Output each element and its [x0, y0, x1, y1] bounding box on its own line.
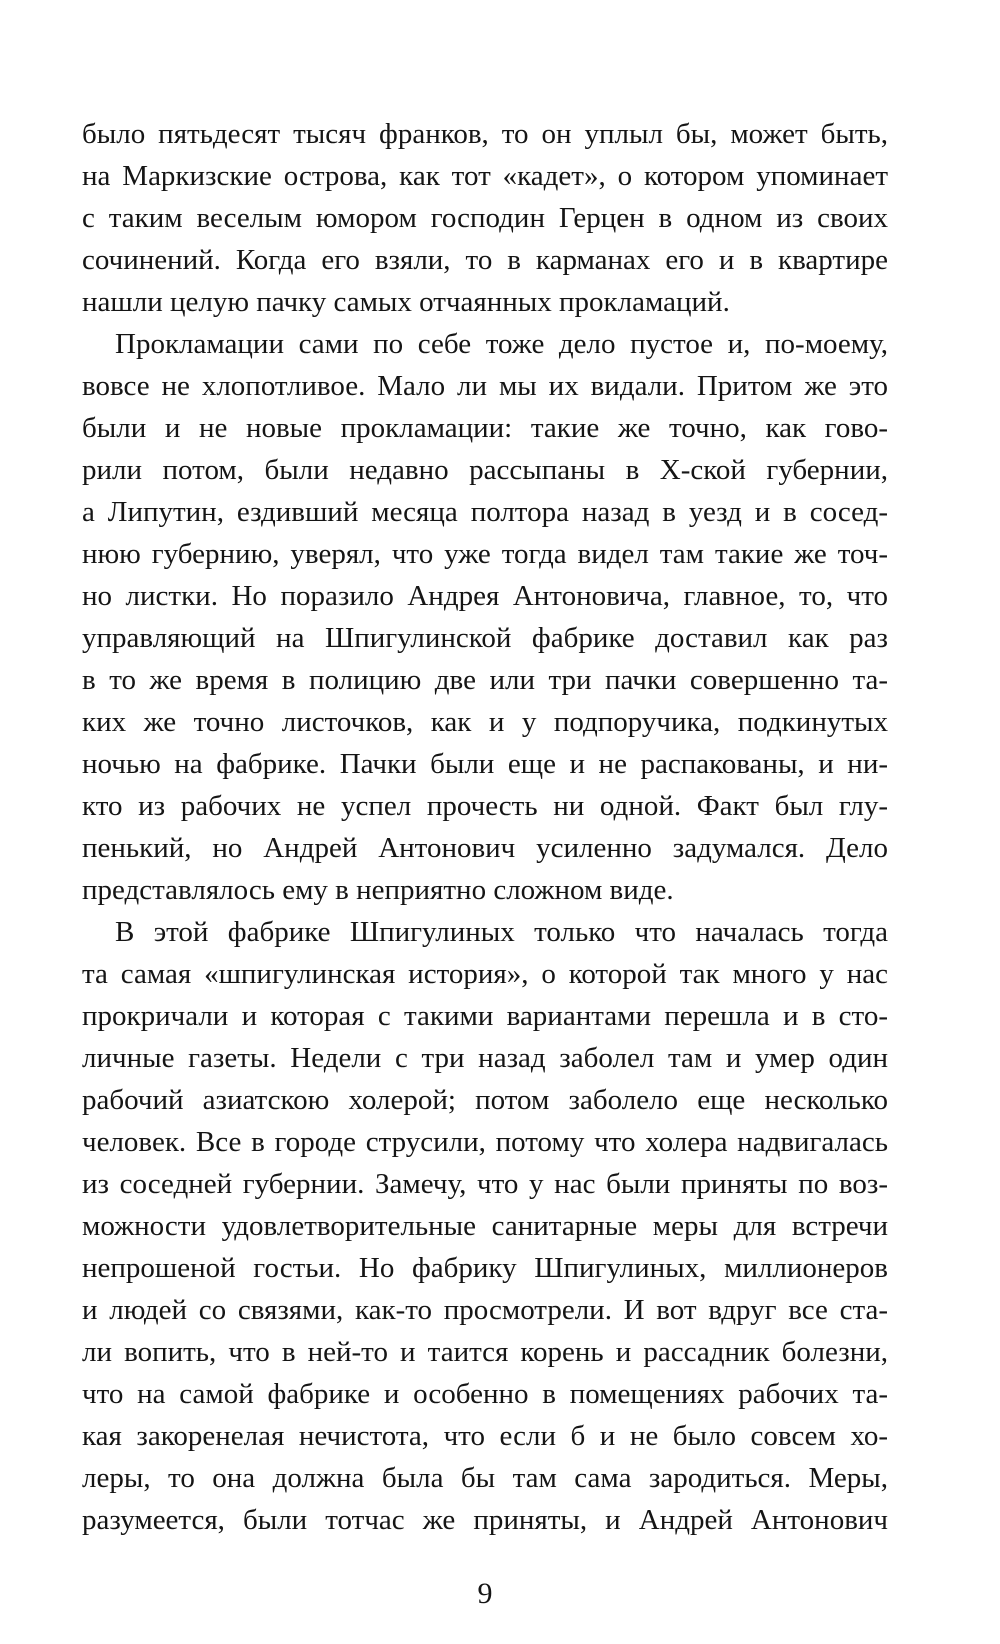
text-line: человек. Все в городе струсили, потому что холера надвигалась	[82, 1126, 888, 1158]
text-line: В этой фабрике Шпигулиных только что началась тогда	[115, 916, 888, 948]
text-line: с таким веселым юмором господин Герцен в одном из своих	[82, 202, 888, 234]
text-line: пенький, но Андрей Антонович усиленно задумался. Дело	[82, 832, 888, 864]
text-line: вовсе не хлопотливое. Мало ли мы их видали. Притом же это	[82, 370, 888, 402]
text-line: нашли целую пачку самых отчаянных прокламаций.	[82, 286, 730, 318]
text-line: рили потом, были недавно рассыпаны в Х-ской губернии,	[82, 454, 888, 486]
text-line: были и не новые прокламации: такие же точно, как гово-	[82, 412, 888, 444]
text-line: в то же время в полицию две или три пачки совершенно та-	[82, 664, 888, 696]
text-line: ких же точно листочков, как и у подпоручика, подкинутых	[82, 706, 888, 738]
text-line: личные газеты. Недели с три назад заболел там и умер один	[82, 1042, 888, 1074]
text-line: ночью на фабрике. Пачки были еще и не распакованы, и ни-	[82, 748, 888, 780]
text-line: было пятьдесят тысяч франков, то он уплыл бы, может быть,	[82, 118, 888, 150]
text-line: кто из рабочих не успел прочесть ни одной. Факт был глу-	[82, 790, 888, 822]
text-line: на Маркизские острова, как тот «кадет», о котором упоминает	[82, 160, 888, 192]
text-line: та самая «шпигулинская история», о которой так много у нас	[82, 958, 888, 990]
text-line: сочинений. Когда его взяли, то в карманах его и в квартире	[82, 244, 888, 276]
text-line: непрошеной гостьи. Но фабрику Шпигулиных, миллионеров	[82, 1252, 888, 1284]
text-line: управляющий на Шпигулинской фабрике доставил как раз	[82, 622, 888, 654]
text-line: можности удовлетворительные санитарные меры для встречи	[82, 1210, 888, 1242]
text-line: из соседней губернии. Замечу, что у нас были приняты по воз-	[82, 1168, 888, 1200]
text-line: кая закоренелая нечистота, что если б и не было совсем хо-	[82, 1420, 888, 1452]
text-line: Прокламации сами по себе тоже дело пустое и, по-моему,	[115, 328, 888, 360]
text-line: прокричали и которая с такими вариантами перешла и в сто-	[82, 1000, 888, 1032]
text-line: леры, то она должна была бы там сама зародиться. Меры,	[82, 1462, 888, 1494]
text-line: ли вопить, что в ней-то и таится корень и рассадник болезни,	[82, 1336, 888, 1368]
text-line: представлялось ему в неприятно сложном виде.	[82, 874, 674, 906]
text-line: но листки. Но поразило Андрея Антоновича, главное, то, что	[82, 580, 888, 612]
text-line: а Липутин, ездивший месяца полтора назад в уезд и в сосед-	[82, 496, 888, 528]
text-line: что на самой фабрике и особенно в помещениях рабочих та-	[82, 1378, 888, 1410]
text-line: рабочий азиатскою холерой; потом заболело еще несколько	[82, 1084, 888, 1116]
text-line: разумеется, были тотчас же приняты, и Андрей Антонович	[82, 1504, 888, 1536]
text-line: и людей со связями, как-то просмотрели. И вот вдруг все ста-	[82, 1294, 888, 1326]
text-line: нюю губернию, уверял, что уже тогда видел там такие же точ-	[82, 538, 888, 570]
page-text	[82, 113, 888, 1541]
page-number: 9	[477, 1577, 493, 1610]
